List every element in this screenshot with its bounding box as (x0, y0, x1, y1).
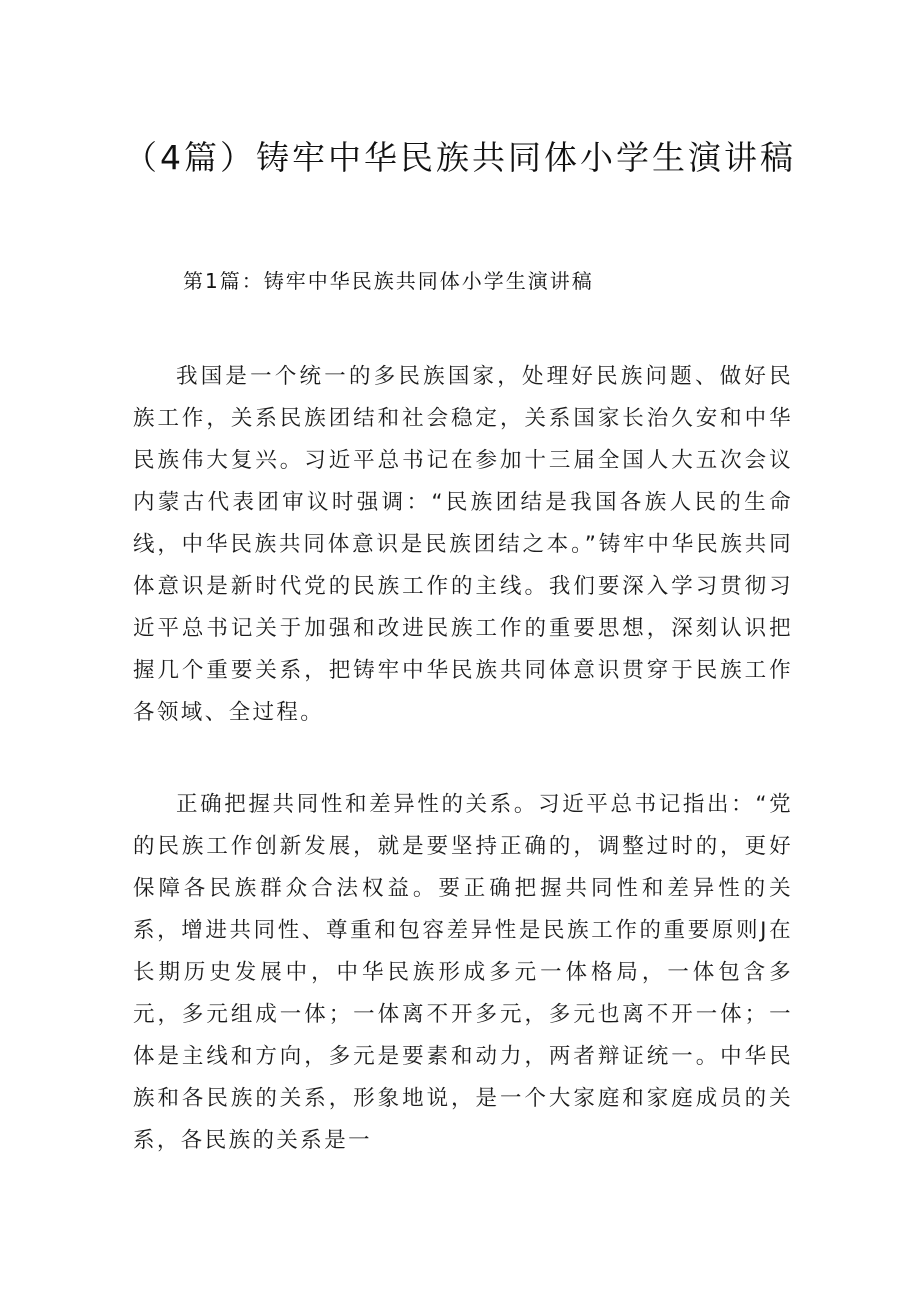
body-paragraph: 正确把握共同性和差异性的关系。习近平总书记指出：“党的民族工作创新发展，就是要坚持正确的，调整过时的，更好保障各民族群众合法权益。要正确把握共同性和差异性的关系，增进共同性、尊重和包容差异性是民族工作的重要原则J在长期历史发展中，中华民族形成多元一体格局，一体包含多元，多元组成一体；一体离不开多元，多元也离不开一体；一体是主线和方向，多元是要素和动力，两者辩证统一。中华民族和各民族的关系，形象地说，是一个大家庭和家庭成员的关系，各民族的关系是一 (133, 792, 793, 1153)
body-paragraph: 我国是一个统一的多民族国家，处理好民族问题、做好民族工作，关系民族团结和社会稳定，关系国家长治久安和中华民族伟大复兴。习近平总书记在参加十三届全国人大五次会议内蒙古代表团审议时强调：“民族团结是我国各族人民的生命线，中华民族共同体意识是民族团结之本。”铸牢中华民族共同体意识是新时代党的民族工作的主线。我们要深入学习贯彻习近平总书记关于加强和改进民族工作的重要思想，深刻认识把握几个重要关系，把铸牢中华民族共同体意识贯穿于民族工作各领域、全过程。 (133, 364, 793, 725)
section-heading: 第1篇：铸牢中华民族共同体小学生演讲稿 (183, 269, 594, 293)
document-title: （4篇）铸牢中华民族共同体小学生演讲稿 (124, 138, 796, 177)
